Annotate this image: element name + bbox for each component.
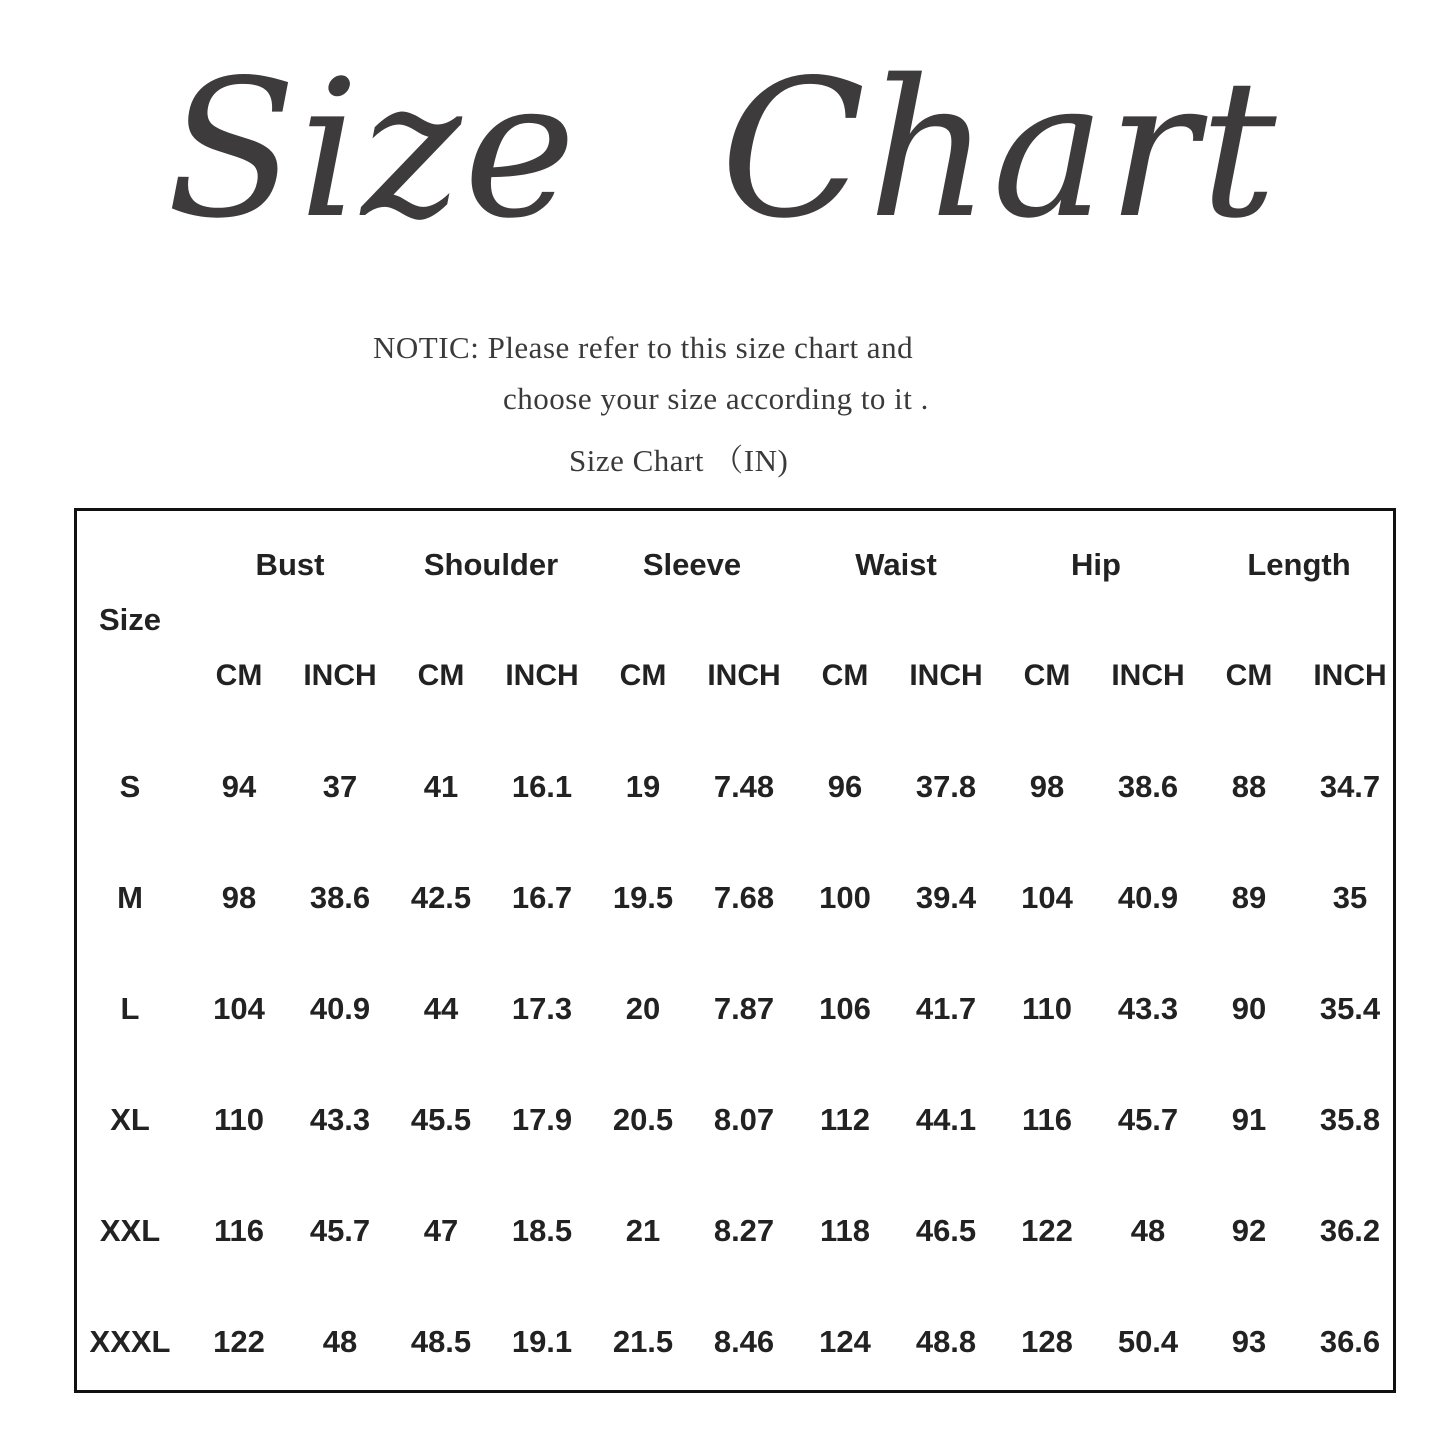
unit-header-inch: INCH (303, 659, 377, 692)
table-cell: 104 (213, 991, 265, 1026)
table-cell: 43.3 (1117, 991, 1179, 1026)
table-cell: 116 (1021, 1102, 1073, 1137)
table-cell: 17.3 (511, 991, 573, 1026)
notice-line-2: choose your size according to it . (503, 381, 929, 416)
unit-header-cm: CM (1023, 659, 1071, 692)
table-cell: 89 (1231, 880, 1267, 915)
table-cell: 116 (213, 1213, 265, 1248)
table-cell: 19.5 (612, 880, 674, 915)
table-cell: 41.7 (915, 991, 977, 1026)
table-cell: 94 (221, 769, 257, 804)
table-cell: 37 (322, 769, 358, 804)
table-cell: 106 (819, 991, 871, 1026)
table-cell: 39.4 (915, 880, 977, 915)
measure-header-waist: Waist (855, 547, 937, 582)
table-cell: 18.5 (511, 1213, 573, 1248)
measure-header-shoulder: Shoulder (423, 547, 559, 582)
page-title (0, 39, 1445, 260)
measure-header-hip: Hip (1071, 547, 1121, 582)
size-table (74, 508, 1396, 1393)
size-label-cell: L (120, 991, 140, 1026)
table-cell: 36.6 (1319, 1324, 1381, 1359)
table-cell: 44 (423, 991, 459, 1026)
unit-header-cm: CM (821, 659, 869, 692)
table-cell: 16.1 (511, 769, 573, 804)
table-cell: 17.9 (511, 1102, 573, 1137)
table-cell: 110 (213, 1102, 265, 1137)
size-column-header: Size (98, 602, 162, 637)
notice-line-1: NOTIC: Please refer to this size chart and (373, 330, 914, 365)
table-cell: 38.6 (309, 880, 371, 915)
table-cell: 45.7 (309, 1213, 371, 1248)
table-cell: 48.8 (915, 1324, 977, 1359)
table-cell: 104 (1021, 880, 1073, 915)
table-cell: 45.7 (1117, 1102, 1179, 1137)
table-cell: 38.6 (1117, 769, 1179, 804)
table-cell: 21.5 (612, 1324, 674, 1359)
table-cell: 19 (625, 769, 661, 804)
table-cell: 128 (1021, 1324, 1073, 1359)
table-cell: 8.46 (713, 1324, 775, 1359)
table-cell: 35 (1332, 880, 1368, 915)
table-cell: 88 (1231, 769, 1267, 804)
size-label-cell: XXL (99, 1213, 161, 1248)
unit-header-inch: INCH (1313, 659, 1387, 692)
table-cell: 16.7 (511, 880, 573, 915)
unit-header-inch: INCH (505, 659, 579, 692)
table-cell: 43.3 (309, 1102, 371, 1137)
table-cell: 47 (423, 1213, 459, 1248)
unit-header-inch: INCH (909, 659, 983, 692)
table-cell: 40.9 (1117, 880, 1179, 915)
table-cell: 41 (423, 769, 459, 804)
title-word-chart: Chart (720, 39, 1279, 260)
table-cell: 40.9 (309, 991, 371, 1026)
table-cell: 48 (1130, 1213, 1166, 1248)
table-cell: 100 (819, 880, 871, 915)
table-cell: 35.4 (1319, 991, 1381, 1026)
table-cell: 96 (827, 769, 863, 804)
table-cell: 35.8 (1319, 1102, 1381, 1137)
table-cell: 90 (1231, 991, 1267, 1026)
table-cell: 36.2 (1319, 1213, 1381, 1248)
size-label-cell: XL (110, 1102, 150, 1137)
table-cell: 34.7 (1319, 769, 1381, 804)
unit-header-cm: CM (417, 659, 465, 692)
title-word-size: Size (166, 39, 578, 260)
table-cell: 91 (1231, 1102, 1267, 1137)
table-cell: 21 (625, 1213, 661, 1248)
measure-header-length: Length (1247, 547, 1351, 582)
table-cell: 93 (1231, 1324, 1267, 1359)
size-label-cell: XXXL (89, 1324, 171, 1359)
table-cell: 7.87 (713, 991, 775, 1026)
table-cell: 20 (625, 991, 661, 1026)
table-cell: 48.5 (410, 1324, 472, 1359)
table-cell: 112 (819, 1102, 871, 1137)
table-cell: 98 (221, 880, 257, 915)
unit-header-cm: CM (215, 659, 263, 692)
measure-header-bust: Bust (255, 547, 325, 582)
table-cell: 42.5 (410, 880, 472, 915)
table-cell: 44.1 (915, 1102, 977, 1137)
table-cell: 124 (819, 1324, 871, 1359)
table-cell: 122 (1021, 1213, 1073, 1248)
measure-header-sleeve: Sleeve (642, 547, 742, 582)
table-cell: 118 (819, 1213, 871, 1248)
table-cell: 50.4 (1117, 1324, 1179, 1359)
table-cell: 7.48 (713, 769, 775, 804)
table-cell: 46.5 (915, 1213, 977, 1248)
unit-header-inch: INCH (707, 659, 781, 692)
table-cell: 122 (213, 1324, 265, 1359)
table-cell: 37.8 (915, 769, 977, 804)
table-cell: 20.5 (612, 1102, 674, 1137)
table-cell: 98 (1029, 769, 1065, 804)
table-cell: 48 (322, 1324, 358, 1359)
table-cell: 19.1 (511, 1324, 573, 1359)
table-cell: 45.5 (410, 1102, 472, 1137)
table-cell: 110 (1021, 991, 1073, 1026)
unit-header-cm: CM (1225, 659, 1273, 692)
size-label-cell: S (119, 769, 141, 804)
table-cell: 92 (1231, 1213, 1267, 1248)
notice-line-3: Size Chart （IN) (569, 443, 789, 478)
unit-header-cm: CM (619, 659, 667, 692)
table-cell: 7.68 (713, 880, 775, 915)
table-cell: 8.07 (713, 1102, 775, 1137)
size-label-cell: M (117, 880, 143, 915)
unit-header-inch: INCH (1111, 659, 1185, 692)
table-cell: 8.27 (713, 1213, 775, 1248)
